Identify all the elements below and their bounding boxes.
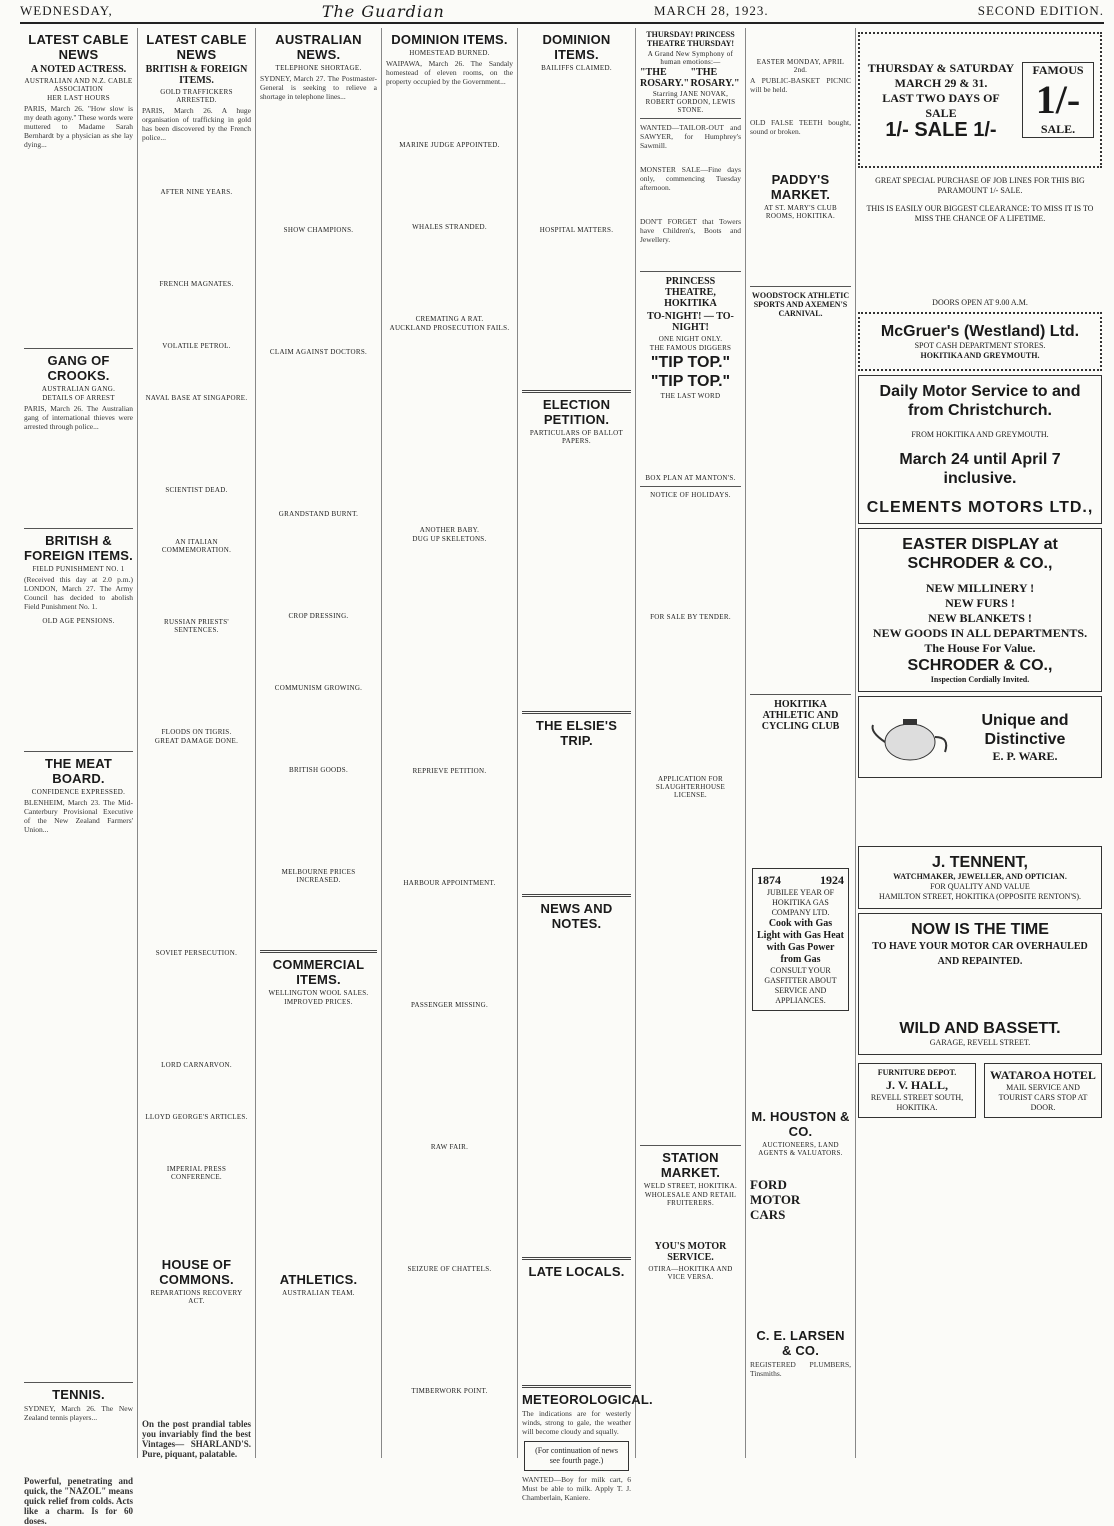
advert-column xyxy=(856,28,1104,1458)
masthead-edition: SECOND EDITION. xyxy=(977,3,1104,18)
col3-sub-1: TELEPHONE SHORTAGE. xyxy=(275,64,362,72)
ware-ad xyxy=(858,696,1102,778)
now-is-the-time: NOW IS THE TIME xyxy=(911,921,1049,938)
col6-station-3: WHOLESALE AND RETAIL FRUITERERS. xyxy=(644,1191,737,1207)
masthead xyxy=(20,0,1104,24)
column-4 xyxy=(382,28,518,1458)
col6-last-word: THE LAST WORD xyxy=(660,392,721,400)
col4-sub-3: WHALES STRANDED. xyxy=(412,223,487,231)
col7-gas: Cook with Gas Light with Gas Heat with Gas Power from Gas xyxy=(757,918,844,965)
schroder-ad xyxy=(858,528,1102,692)
wild-bassett: WILD AND BASSETT. xyxy=(899,1020,1061,1037)
masthead-date: MARCH 28, 1923. xyxy=(653,3,769,18)
hall-address: REVELL STREET SOUTH, HOKITIKA. xyxy=(870,1093,964,1112)
col3-sub-3: CLAIM AGAINST DOCTORS. xyxy=(269,348,368,356)
col3-sub-10b: AUSTRALIAN TEAM. xyxy=(282,1289,355,1297)
col5-sub-1: BAILIFFS CLAIMED. xyxy=(541,64,612,72)
wataroa-mail: MAIL SERVICE AND TOURIST CARS STOP AT DOOR. xyxy=(998,1083,1088,1112)
col3-heading-9: COMMERCIAL ITEMS. xyxy=(272,957,365,987)
sale-label: SALE. xyxy=(1040,122,1076,136)
col3-heading: AUSTRALIAN NEWS. xyxy=(275,32,362,62)
col3-sub-6: COMMUNISM GROWING. xyxy=(274,684,363,692)
col2-sub-13: IMPERIAL PRESS CONFERENCE. xyxy=(166,1165,227,1181)
teapot-illustration xyxy=(865,707,955,767)
col7-larsen: C. E. LARSEN & CO. xyxy=(756,1328,845,1358)
col1-heading-3: BRITISH & FOREIGN ITEMS. xyxy=(24,533,133,563)
col4-sub-6: REPRIEVE PETITION. xyxy=(412,767,487,775)
doors-open: DOORS OPEN AT 9.00 A.M. xyxy=(932,298,1028,307)
col6-tonight: TO-NIGHT! — TO-NIGHT! xyxy=(647,311,734,333)
col4-sub-5: ANOTHER BABY. xyxy=(419,526,480,534)
famous-label: FAMOUS xyxy=(1032,63,1084,77)
col6-station-2: WELD STREET, HOKITIKA. xyxy=(643,1182,738,1190)
hall-ad xyxy=(858,1063,976,1118)
col6-sale-tender: FOR SALE BY TENDER. xyxy=(650,613,731,621)
wild-bassett-ad xyxy=(858,913,1102,1055)
col2-sub-9b: GREAT DAMAGE DONE. xyxy=(154,737,239,745)
hall-name: J. V. HALL, xyxy=(886,1078,948,1092)
col1-article-5: SYDNEY, March 26. The New Zealand tennis players... xyxy=(24,1404,133,1422)
col6-banner: THURSDAY! PRINCESS THEATRE THURSDAY! xyxy=(646,30,735,48)
col7-jubilee-1924: 1924 xyxy=(820,873,844,887)
col3-sub-9c: IMPROVED PRICES. xyxy=(284,998,353,1006)
col6-application: APPLICATION FOR SLAUGHTERHOUSE LICENSE. xyxy=(655,775,726,799)
wataroa-ad xyxy=(984,1063,1102,1118)
col6-ad-1: WANTED—TAILOR-OUT and SAWYER, for Humphrey's Sawmill. xyxy=(640,123,741,150)
col5-heading-7: METEOROLOGICAL. xyxy=(522,1392,653,1407)
column-1 xyxy=(20,28,138,1526)
col1-advert: Powerful, penetrating and quick, the "NAZOL" means quick relief from colds. Acts like a charm. Is for 60 doses. xyxy=(24,1476,134,1526)
col4-sub-8: PASSENGER MISSING. xyxy=(410,1001,489,1009)
col7-paddy: PADDY'S MARKET. xyxy=(770,172,831,202)
col1-agency: AUSTRALIAN AND N.Z. CABLE ASSOCIATION xyxy=(24,77,133,93)
col7-easter: EASTER MONDAY, APRIL 2nd. xyxy=(756,58,845,74)
col6-ad-2: MONSTER SALE—Fine days only, commencing Tuesday afternoon. xyxy=(640,165,741,192)
col7-cars: CARS xyxy=(750,1207,786,1222)
wild-garage: GARAGE, REVELL STREET. xyxy=(929,1038,1031,1047)
col1-heading: LATEST CABLE NEWS xyxy=(28,32,129,62)
mcgruer-stores: SPOT CASH DEPARTMENT STORES. xyxy=(914,341,1046,350)
col7-paddy-2: AT ST. MARY'S CLUB ROOMS, HOKITIKA. xyxy=(764,204,837,220)
col6-ad-3: DON'T FORGET that Towers have Children's, Boots and Jewellery. xyxy=(640,217,741,244)
col4-sub-10: SEIZURE OF CHATTELS. xyxy=(407,1265,492,1273)
col1-sub-3: FIELD PUNISHMENT NO. 1 xyxy=(32,565,125,573)
column-5 xyxy=(518,28,653,1502)
col4-sub-9: RAW FAIR. xyxy=(430,1143,469,1151)
col2-sub-6: SCIENTIST DEAD. xyxy=(165,486,228,494)
column-2 xyxy=(138,28,256,1458)
famous-sale-ad xyxy=(858,32,1102,168)
mcgruer-name: McGruer's (Westland) Ltd. xyxy=(880,323,1080,340)
col5-weather: The indications are for westerly winds, strong to gale, the weather will become cloudy and squally. xyxy=(522,1409,631,1436)
col6-notice: NOTICE OF HOLIDAYS. xyxy=(650,491,731,499)
col5-heading: DOMINION ITEMS. xyxy=(542,32,611,62)
col7-plumbers: REGISTERED PLUMBERS, Tinsmiths. xyxy=(750,1360,851,1378)
motor-service-dates: March 24 until April 7 inclusive. xyxy=(899,451,1061,487)
clements-motors: CLEMENTS MOTORS LTD., xyxy=(866,499,1094,516)
new-furs: NEW FURS ! xyxy=(945,596,1015,610)
col4-article-1: WAIPAWA, March 26. The Sandaly homestead of eleven rooms, on the property occupied by the Government... xyxy=(386,59,513,86)
sale-last: LAST TWO DAYS OF SALE xyxy=(882,90,1000,120)
col6-diggers: THE FAMOUS DIGGERS xyxy=(649,344,732,352)
col5-continuation-box: (For continuation of news see fourth page.) xyxy=(524,1441,629,1471)
tennent-address: HAMILTON STREET, HOKITIKA (OPPOSITE RENTON'S). xyxy=(878,892,1082,901)
inspection: Inspection Cordially Invited. xyxy=(930,675,1030,684)
col1-article-2: PARIS, March 26. The Australian gang of international thieves were arrested through police... xyxy=(24,404,133,431)
col2-advert: On the post prandial tables you invariably find the best Vintages— SHARLAND'S. Pure, piquant, palatable. xyxy=(142,1419,251,1459)
furniture-depot: FURNITURE DEPOT. xyxy=(877,1068,957,1077)
new-blankets: NEW BLANKETS ! xyxy=(928,611,1032,625)
col1-sub-2: AUSTRALIAN GANG. xyxy=(41,385,116,393)
col7-picnic: A PUBLIC-BASKET PICNIC will be held. xyxy=(750,76,851,94)
col4-sub-11: TIMBERWORK POINT. xyxy=(411,1387,488,1395)
tennent-quality: FOR QUALITY AND VALUE xyxy=(930,882,1030,891)
col6-rosary-1: "THE ROSARY." xyxy=(640,67,690,89)
col3-sub-9b: WELLINGTON WOOL SALES. xyxy=(268,989,369,997)
schroder-name: SCHRODER & CO., xyxy=(907,555,1053,572)
col2-sub-3: FRENCH MAGNATES. xyxy=(159,280,234,288)
ware-name: E. P. WARE. xyxy=(992,748,1058,763)
col2-article-1: PARIS, March 26. A huge organisation of trafficking in gold has been discovered by the French police... xyxy=(142,106,251,142)
column-6 xyxy=(636,28,746,1458)
col2-sub-10: SOVIET PERSECUTION. xyxy=(155,949,238,957)
col2-heading: LATEST CABLE NEWS xyxy=(146,32,247,62)
col2-sub-14b: REPARATIONS RECOVERY ACT. xyxy=(150,1289,243,1305)
col1-sub-2b: DETAILS OF ARREST xyxy=(42,394,115,402)
col7-jubilee-text: JUBILEE YEAR OF HOKITIKA GAS COMPANY LTD. xyxy=(766,888,835,917)
col2-sub-7: AN ITALIAN COMMEMORATION. xyxy=(161,538,232,554)
col7-ford: FORD xyxy=(750,1177,787,1192)
col5-sub-3b: PARTICULARS OF BALLOT PAPERS. xyxy=(529,429,624,445)
col2-heading-14: HOUSE OF COMMONS. xyxy=(159,1257,234,1287)
col1-article-4: BLENHEIM, March 23. The Mid-Canterbury Provisional Executive of the New Zealand Farmers' Union... xyxy=(24,798,133,834)
col6-box-plan: BOX PLAN AT MANTON'S. xyxy=(645,474,736,482)
col4-sub-4b: AUCKLAND PROSECUTION FAILS. xyxy=(389,324,510,332)
sale-days: THURSDAY & SATURDAY xyxy=(867,60,1015,75)
col6-motor-2: OTIRA—HOKITIKA AND VICE VERSA. xyxy=(648,1265,733,1281)
col5-advert: WANTED—Boy for milk cart, 6 Must be able to milk. Apply T. J. Chamberlain, Kaniere. xyxy=(522,1475,631,1502)
col2-sub-11: LORD CARNARVON. xyxy=(161,1061,232,1069)
col5-heading-4: THE ELSIE'S TRIP. xyxy=(535,718,618,748)
col1-heading-4: THE MEAT BOARD. xyxy=(44,756,113,786)
tennent-ad xyxy=(858,846,1102,909)
col6-symphony: A Grand New Symphony of human emotions:— xyxy=(647,50,734,66)
col1-heading-2: GANG OF CROOKS. xyxy=(47,353,110,383)
col7-houston-2: AUCTIONEERS, LAND AGENTS & VALUATORS. xyxy=(758,1141,843,1157)
col7-houston: M. HOUSTON & CO. xyxy=(751,1109,850,1139)
col7-motor: MOTOR xyxy=(750,1192,801,1207)
mcgruer-towns: HOKITIKA AND GREYMOUTH. xyxy=(920,351,1040,360)
col1-sub-4: CONFIDENCE EXPRESSED. xyxy=(31,788,126,796)
col4-sub-7: HARBOUR APPOINTMENT. xyxy=(403,879,496,887)
col1-heading-5: TENNIS. xyxy=(52,1387,105,1402)
new-goods: NEW GOODS IN ALL DEPARTMENTS. xyxy=(872,626,1088,640)
col2-subheading: BRITISH & FOREIGN ITEMS. xyxy=(145,64,248,86)
col2-sub-12: LLOYD GEORGE'S ARTICLES. xyxy=(145,1113,248,1121)
schroder-name-2: SCHRODER & CO., xyxy=(907,657,1053,674)
col1-subtitle: HER LAST HOURS xyxy=(47,94,110,102)
sale-description-2: THIS IS EASILY OUR BIGGEST CLEARANCE: TO MISS IT IS TO MISS THE CHANCE OF A LIFETIME. xyxy=(866,204,1094,223)
unique-distinctive: Unique and Distinctive xyxy=(981,711,1069,748)
col7-teeth: OLD FALSE TEETH bought, sound or broken. xyxy=(750,118,851,136)
mcgruer-ad xyxy=(858,312,1102,371)
one-shilling: 1/- xyxy=(1035,77,1081,122)
col3-sub-7: BRITISH GOODS. xyxy=(288,766,349,774)
col3-sub-2: SHOW CHAMPIONS. xyxy=(283,226,354,234)
house-for-value: The House For Value. xyxy=(924,641,1036,655)
col3-sub-4: GRANDSTAND BURNT. xyxy=(278,510,359,518)
motor-service-from: FROM HOKITIKA AND GREYMOUTH. xyxy=(911,430,1049,439)
col3-sub-8: MELBOURNE PRICES INCREASED. xyxy=(281,868,356,884)
sale-price: 1/- SALE 1/- xyxy=(885,118,997,141)
motor-service-ad xyxy=(858,375,1102,524)
column-3 xyxy=(256,28,382,1458)
col6-one-night: ONE NIGHT ONLY. xyxy=(658,335,723,343)
col1-article-1: PARIS, March 26. "How slow is my death agony." These words were muttered to Madame Sarah Bernhardt by a physician as she lay dying... xyxy=(24,104,133,149)
wataroa-hotel: WATAROA HOTEL xyxy=(990,1068,1096,1082)
col1-article-3: (Received this day at 2.0 p.m.) LONDON, March 27. The Army Council has decided to abolish Field Punishment No. 1. xyxy=(24,575,133,611)
masthead-title: The Guardian xyxy=(321,1,445,21)
col7-athletic-club: HOKITIKA ATHLETIC AND CYCLING CLUB xyxy=(761,699,840,732)
col5-heading-3: ELECTION PETITION. xyxy=(542,397,611,427)
col6-tiptop-1: "TIP TOP." xyxy=(650,354,731,371)
col7-gas-2: CONSULT YOUR GASFITTER ABOUT SERVICE AND APPLIANCES. xyxy=(764,966,837,1005)
col5-heading-5: NEWS AND NOTES. xyxy=(540,901,613,931)
column-7 xyxy=(746,28,856,1458)
col2-sub-4: VOLATILE PETROL. xyxy=(162,342,231,350)
col6-station-market: STATION MARKET. xyxy=(660,1150,721,1180)
tennent-name: J. TENNENT, xyxy=(931,854,1028,871)
sale-dates: MARCH 29 & 31. xyxy=(894,75,988,90)
col2-sub-1: GOLD TRAFFICKERS ARRESTED. xyxy=(160,88,233,104)
sale-description: GREAT SPECIAL PURCHASE OF JOB LINES FOR THIS BIG PARAMOUNT 1/- SALE. xyxy=(875,176,1085,195)
col6-tiptop-2: "TIP TOP." xyxy=(650,373,731,390)
col2-sub-9: FLOODS ON TIGRIS. xyxy=(161,728,232,736)
col6-theatre: PRINCESS THEATRE, HOKITIKA xyxy=(664,276,717,309)
col6-motor: YOU'S MOTOR SERVICE. xyxy=(654,1241,727,1263)
col1-sub-3c: OLD AGE PENSIONS. xyxy=(42,617,115,625)
easter-display: EASTER DISPLAY at xyxy=(902,536,1058,553)
col4-sub-4: CREMATING A RAT. xyxy=(415,315,484,323)
col5-heading-6: LATE LOCALS. xyxy=(528,1264,625,1279)
overhauled: TO HAVE YOUR MOTOR CAR OVERHAULED AND REPAINTED. xyxy=(872,941,1088,967)
col7-jubilee-1874: 1874 xyxy=(757,873,781,887)
col2-sub-5: NAVAL BASE AT SINGAPORE. xyxy=(145,394,248,402)
tennent-trade: WATCHMAKER, JEWELLER, AND OPTICIAN. xyxy=(893,872,1067,881)
col6-rosary-2: "THE ROSARY." xyxy=(690,67,740,89)
motor-service-title: Daily Motor Service to and from Christchurch. xyxy=(879,383,1081,419)
col6-cast: Starring JANE NOVAK, ROBERT GORDON, LEWIS STONE. xyxy=(645,90,736,114)
col2-sub-2: AFTER NINE YEARS. xyxy=(160,188,233,196)
col3-heading-10: ATHLETICS. xyxy=(279,1272,358,1287)
col4-heading: DOMINION ITEMS. xyxy=(391,32,508,47)
col3-article-1: SYDNEY, March 27. The Postmaster-General is seeking to relieve a shortage in telephone lines... xyxy=(260,74,377,101)
col2-sub-8: RUSSIAN PRIESTS' SENTENCES. xyxy=(164,618,229,634)
newspaper-columns xyxy=(20,28,1104,1526)
masthead-day: WEDNESDAY, xyxy=(20,3,113,18)
col4-sub-1: HOMESTEAD BURNED. xyxy=(409,49,490,57)
col4-sub-2: MARINE JUDGE APPOINTED. xyxy=(399,141,500,149)
col4-sub-5b: DUG UP SKELETONS. xyxy=(412,535,487,543)
col7-woodstock: WOODSTOCK ATHLETIC SPORTS AND AXEMEN'S CARNIVAL. xyxy=(751,291,850,318)
col5-sub-2: HOSPITAL MATTERS. xyxy=(539,226,614,234)
new-millinery: NEW MILLINERY ! xyxy=(925,581,1035,595)
col3-sub-5: CROP DRESSING. xyxy=(288,612,349,620)
col1-subheading: A NOTED ACTRESS. xyxy=(30,64,127,75)
